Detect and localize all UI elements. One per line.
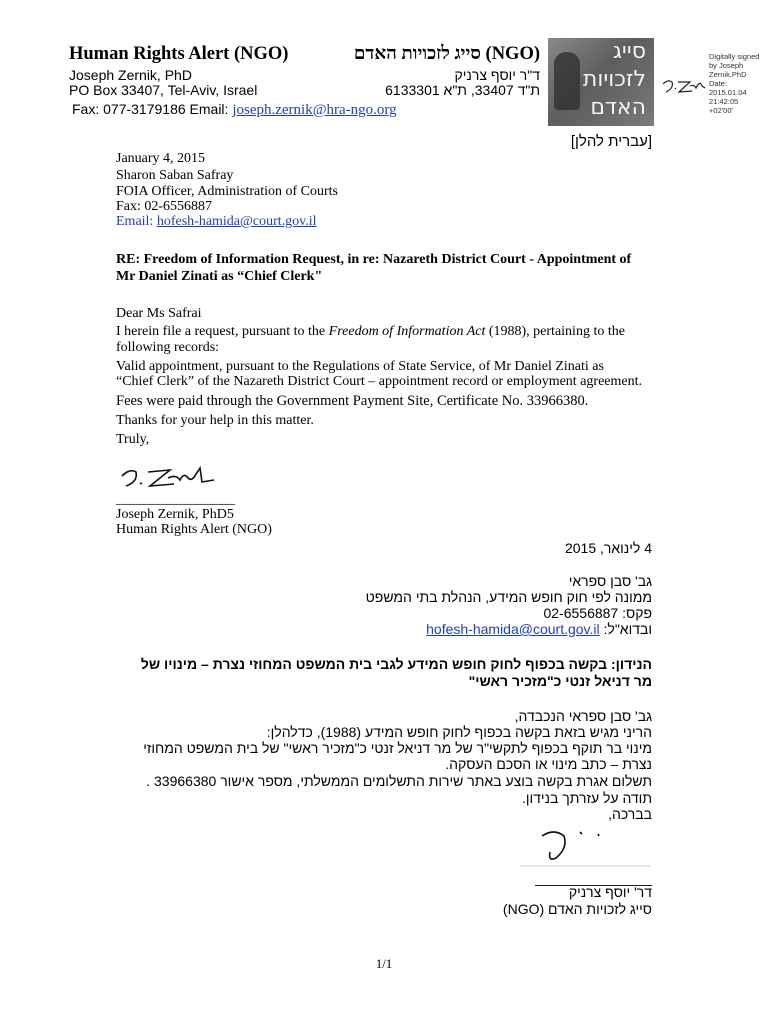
hebrew-signer-organization: סייג לזכויות האדם (NGO) [502,901,652,917]
hebrew-recipient-name: גב' סבן ספראי [568,573,652,589]
digital-signature-mark [660,74,708,98]
author-name-english: Joseph Zernik, PhD [69,67,192,83]
hebrew-recipient-fax: פקס: 02-6556887 [543,605,652,621]
hebrew-date: 4 לינואר, 2015 [564,540,652,556]
org-title-english: Human Rights Alert (NGO) [69,44,289,64]
logo-text-1: סייג [612,39,646,64]
hebrew-email-label: ובדוא"ל: [603,621,652,637]
hebrew-recipient-email-line [360,621,652,637]
hebrew-paragraph-2-line-1: מינוי בר תוקף בכפוף לתקשי"ר של מר דניאל זנטי כ"מזכיר ראשי" של בית המשפט המחוזי [143,740,652,756]
recipient-fax: Fax: 02-6556887 [116,199,213,214]
hebrew-signature-line: _______________ [535,870,652,886]
letter-date: January 4, 2015 [116,151,206,166]
hebrew-paragraph-3: תשלום אגרת בקשה בוצע באתר שירות התשלומים הממשלתי, מספר אישור 33966380 . [146,773,652,789]
paragraph-1-line-1 [116,324,625,340]
address-hebrew: ת"ד 33407, ת"א 6133301 [385,82,540,98]
email-label: Email: [116,214,154,229]
page-number: 1/1 [375,956,393,971]
subject-line-1: RE: Freedom of Information Request, in re: Nazareth District Court - Appointment of [116,252,632,267]
hebrew-closing: בברכה, [608,806,652,822]
paragraph-2-line-2: “Chief Clerk” of the Nazareth District Court – appointment record or employment agreement. [116,374,642,389]
author-name-hebrew: ד"ר יוסף צרניק [454,67,540,83]
paragraph-1-line-2: following records: [116,340,220,355]
paragraph-4: Thanks for your help in this matter. [116,413,314,428]
signature-line: _________________ [116,492,235,507]
hebrew-paragraph-1: הריני מגיש בזאת בקשה בכפוף לחוק חופש המידע (1988), כדלהלן: [266,724,652,740]
contact-line [72,101,397,119]
hebrew-follows-note: [עברית להלן] [570,133,652,150]
hebrew-paragraph-2-line-2: נצרת – כתב מינוי או הסכם העסקה. [445,756,652,772]
p1-text-b: (1988), pertaining to the [485,324,625,339]
act-title: Freedom of Information Act [328,324,486,339]
handwritten-signature-english [118,462,218,492]
hebrew-paragraph-4: תודה על עזרתך בנידון. [521,790,652,806]
hebrew-salutation: גב' סבן ספראי הנכבדה, [514,708,652,724]
p1-text-a: I herein file a request, pursuant to the [116,324,329,339]
address-english: PO Box 33407, Tel-Aviv, Israel [69,82,258,98]
logo-figure [554,52,580,110]
logo-text-3: האדם [590,95,646,120]
org-logo [548,38,654,126]
subject-line-2: Mr Daniel Zinati as “Chief Clerk" [116,269,323,284]
recipient-email-line [116,214,317,230]
closing: Truly, [116,432,150,447]
digital-signature-text: Digitally signed by Joseph Zernik,PhD Date: 2015.01.04 21:42:05 +02'00' [709,52,760,115]
hebrew-recipient-email-link[interactable]: hofesh-hamida@court.gov.il [426,621,600,637]
logo-text-2: לזכויות [582,67,646,92]
recipient-title: FOIA Officer, Administration of Courts [116,184,338,199]
signer-organization: Human Rights Alert (NGO) [116,522,272,537]
fax-label: Fax: 077-3179186 Email: [72,101,229,117]
handwritten-signature-hebrew [520,822,650,868]
hebrew-signer-name: דר' יוסף צרניק [568,884,652,900]
author-email-link[interactable]: joseph.zernik@hra-ngo.org [232,102,397,118]
hebrew-subject-line-1: הנידון: בקשה בכפוף לחוק חופש המידע לגבי בית המשפט המחוזי נצרת – מינויו של [140,656,652,672]
org-title-hebrew: (NGO) סייג לזכויות האדם [353,44,540,64]
hebrew-recipient-title: ממונה לפי חוק חופש המידע, הנהלת בתי המשפט [365,589,652,605]
hebrew-subject-line-2: מר דניאל זנטי כ"מזכיר ראשי" [468,673,652,689]
paragraph-2-line-1: Valid appointment, pursuant to the Regulations of State Service, of Mr Daniel Zinati as [116,359,604,374]
paragraph-3: Fees were paid through the Government Payment Site, Certificate No. 33966380. [116,393,589,409]
recipient-email-link[interactable]: hofesh-hamida@court.gov.il [156,214,317,229]
signer-name: Joseph Zernik, PhD5 [116,507,234,522]
recipient-name: Sharon Saban Safray [116,168,234,183]
salutation: Dear Ms Safrai [116,306,202,321]
